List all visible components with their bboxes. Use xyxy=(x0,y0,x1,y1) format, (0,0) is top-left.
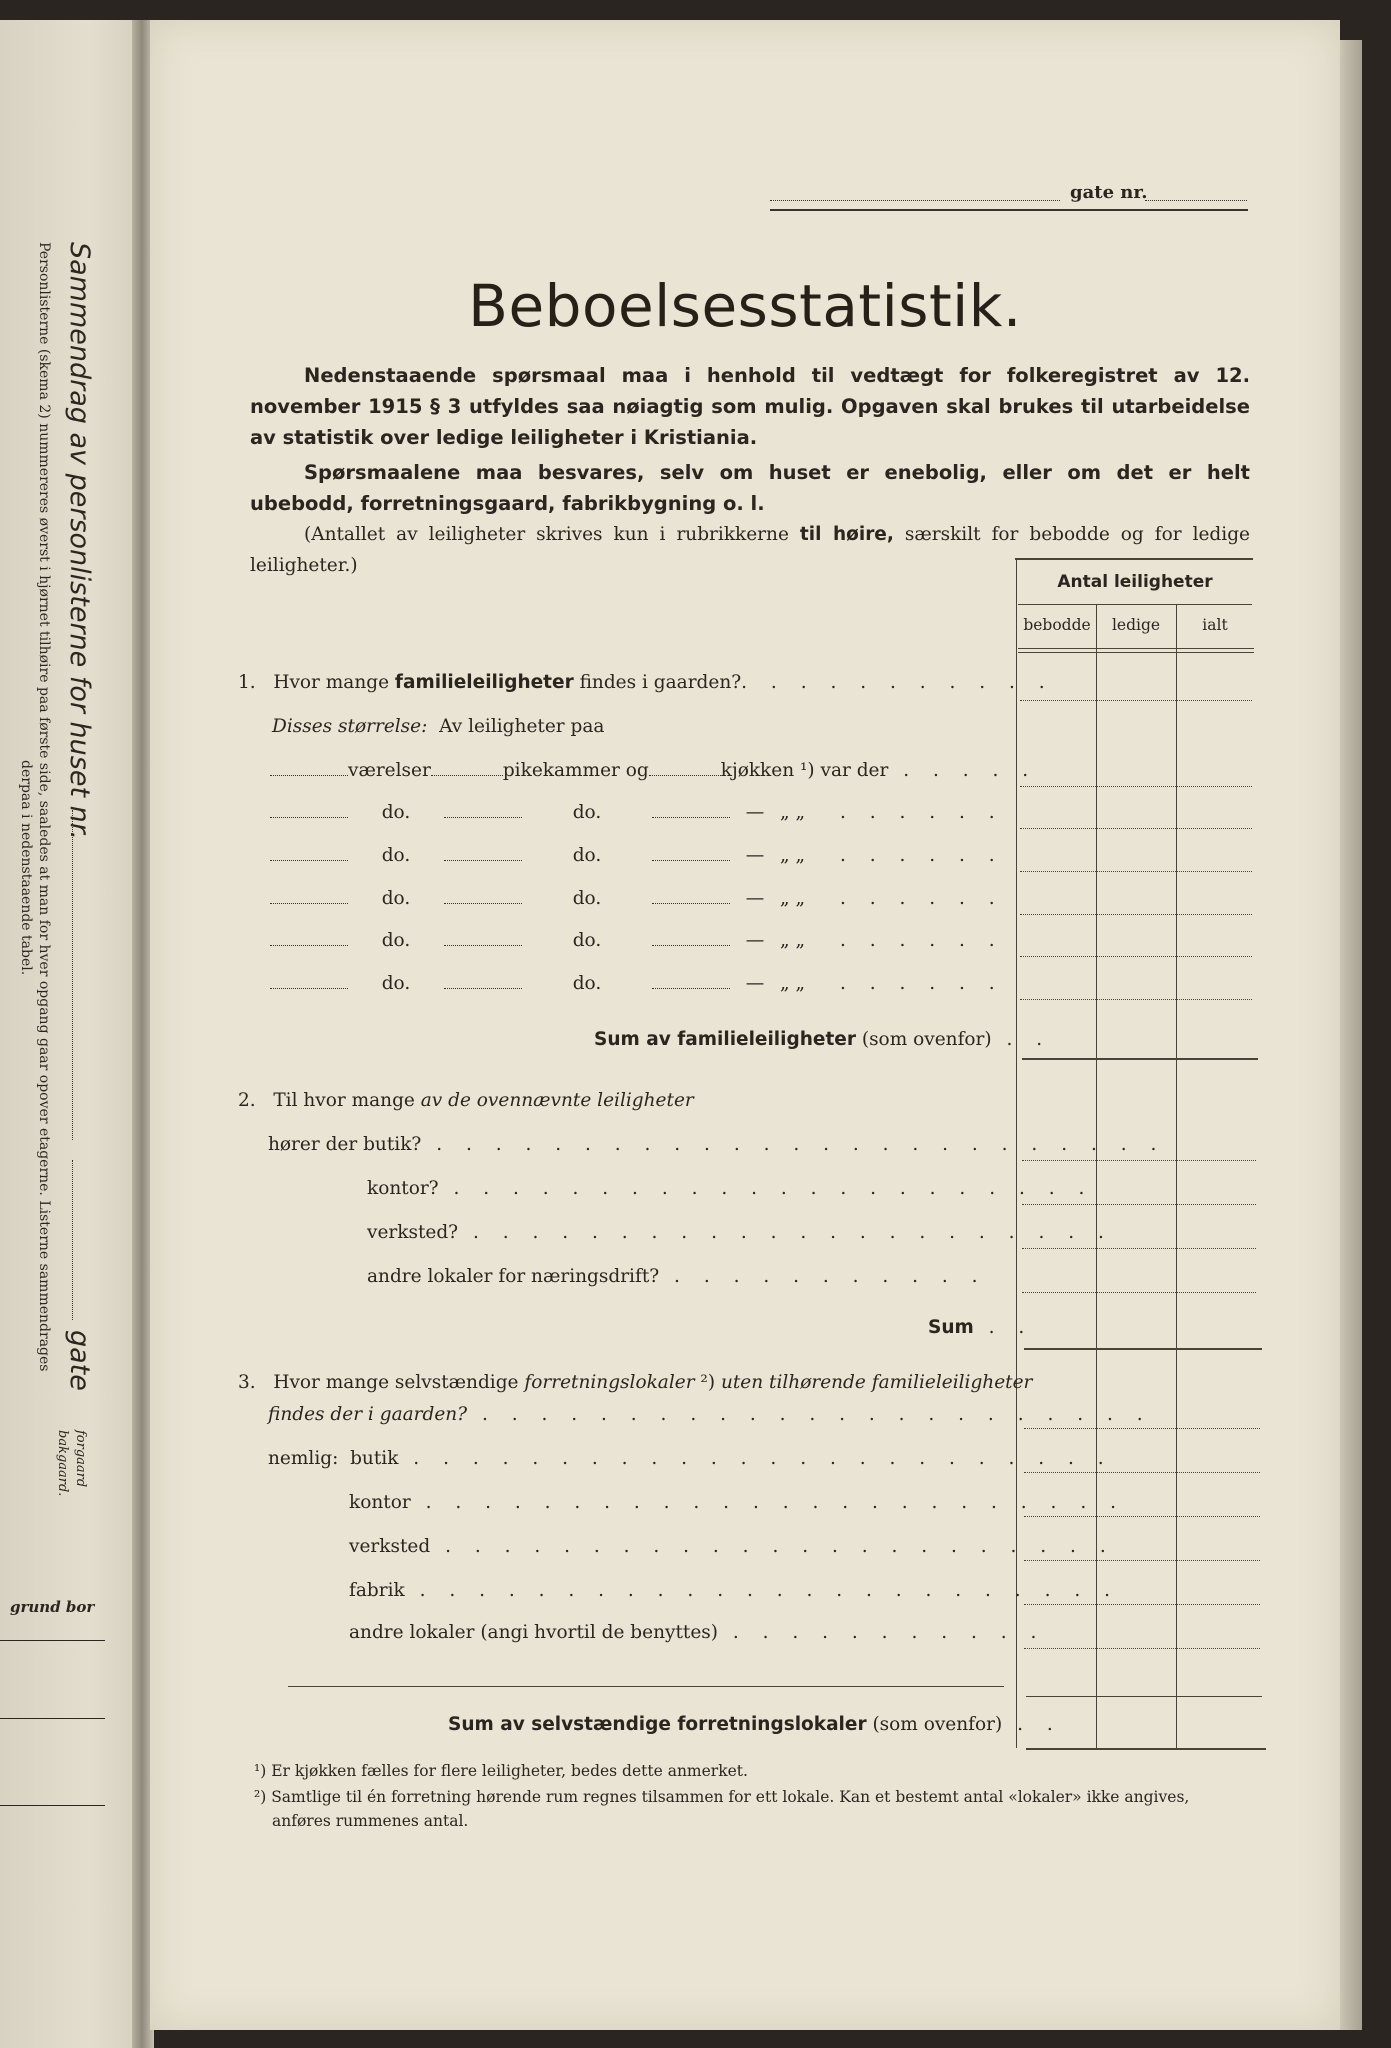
footnote-2: ²) Samtlige til én forretning hørende rum regnes tilsammen for ett lokale. Kan et bestemt antal «lokaler» ikke angives, xyxy=(254,1788,1190,1806)
section3-sum-note: (som ovenfor) xyxy=(866,1714,1003,1735)
left-forgaard: forgaard xyxy=(73,1430,88,1488)
section2-item-andre: andre lokaler for næringsdrift? . . . . . . . . . . . xyxy=(367,1266,987,1287)
col-header-bebodde: bebodde xyxy=(1023,616,1091,634)
table-bottom-rule xyxy=(1026,1748,1266,1750)
section3-item-kontor: kontor . . . . . . . . . . . . . . . . . . . . . . . . xyxy=(349,1492,1125,1513)
size-row-6-ditto: „ „ xyxy=(780,973,806,994)
section3-item-verksted-label: verksted xyxy=(349,1536,431,1557)
size-row-5-line xyxy=(1020,956,1252,957)
section3-number: 3. xyxy=(238,1372,256,1393)
section2-item-verksted-label: verksted? xyxy=(367,1222,459,1243)
size-row-3-line xyxy=(1020,871,1252,872)
table-subheader-rule xyxy=(1018,604,1252,605)
left-instruction-line1: Personlisterne (skema 2) nummereres øverst i hjørnet tilhøire paa første side, saaledes at man for hver opgang gaar opover etagerne. Listerne sammendrages xyxy=(36,242,52,1372)
section1-sum-note: (som ovenfor) xyxy=(855,1029,992,1050)
section2-sum-rule xyxy=(1024,1348,1262,1350)
col-divider-2 xyxy=(1176,604,1177,1748)
section3-item-fabrik: fabrik . . . . . . . . . . . . . . . . . . . . . . . . xyxy=(349,1580,1119,1601)
section2-row-4-line xyxy=(1022,1292,1256,1293)
size-row-3: do. do. — „ „ . . . . . . xyxy=(270,845,1004,866)
section2-row-3-line xyxy=(1022,1248,1256,1249)
size-row-5-do: do. xyxy=(381,930,411,951)
left-grund-bor: grund bor xyxy=(10,1598,95,1616)
section2-item-kontor: kontor? . . . . . . . . . . . . . . . . . . . . . . xyxy=(367,1178,1094,1199)
size-row-6-do: do. xyxy=(381,973,411,994)
section1-q-emphasis: familieleiligheter xyxy=(394,672,574,693)
header-bottom-rule-2 xyxy=(1018,652,1254,653)
col-divider-1 xyxy=(1096,604,1097,1748)
size-row-5-ditto: „ „ xyxy=(780,930,806,951)
intro-text xyxy=(250,360,1250,581)
left-bakgaard: bakgaard. xyxy=(55,1430,70,1497)
section3-pre-sum-rule xyxy=(1026,1696,1262,1697)
size-row-6-line xyxy=(1020,999,1252,1000)
section2-row-2-line xyxy=(1022,1204,1256,1205)
table-group-header: Antal leiligheter xyxy=(1057,572,1213,592)
section3-q-a: Hvor mange selvstændige xyxy=(273,1372,525,1393)
intro-note-c: særskilt for bebodde og for ledige leiligheter.) xyxy=(250,524,1250,576)
size-row-2-do: do. xyxy=(381,802,411,823)
section2-item-verksted: verksted? . . . . . . . . . . . . . . . . . . . . . . xyxy=(367,1222,1113,1243)
section3-item-andre: andre lokaler (angi hvortil de benyttes) . . . . . . . . . . . xyxy=(349,1622,1046,1643)
left-gate-label: gate xyxy=(64,1330,95,1391)
section1-sizes-label: Disses størrelse: xyxy=(272,716,428,737)
section1-sizes xyxy=(272,716,604,737)
col-header-ledige: ledige xyxy=(1111,616,1161,634)
left-page xyxy=(0,20,150,2048)
size-row-3-do: do. xyxy=(381,845,411,866)
section3-q-condition: uten tilhørende familieleiligheter xyxy=(720,1372,1033,1393)
section2-item-kontor-label: kontor? xyxy=(367,1178,439,1199)
left-gate-line xyxy=(72,1160,73,1320)
section2-number: 2. xyxy=(238,1090,256,1111)
size-row-2-ditto: „ „ xyxy=(780,802,806,823)
size-row-6-dash: — xyxy=(745,973,765,994)
intro-note-a: (Antallet av leiligheter skrives kun i rubrikkerne xyxy=(304,524,800,545)
section1-number: 1. xyxy=(238,672,256,693)
page-edge xyxy=(1340,40,1362,2030)
col-header-ialt: ialt xyxy=(1202,616,1228,634)
section2-item-butik: hører der butik? . . . . . . . . . . . . . . . . . . . . . . . . . xyxy=(268,1134,1166,1155)
header-bottom-rule-1 xyxy=(1018,648,1254,649)
section1-q-c: findes i gaarden? xyxy=(573,672,742,693)
section1-total-line xyxy=(1020,700,1252,701)
size-row-pikekammer: pikekammer og xyxy=(502,760,649,781)
section1-question: 1. Hvor mange familieleiligheter findes i gaarden?. . . . . . . . . . . xyxy=(238,672,1054,693)
section2-item-andre-label: andre lokaler for næringsdrift? xyxy=(367,1266,660,1287)
left-instruction-line2: derpaa i nedenstaaende tabel. xyxy=(18,760,34,976)
size-row-1-line xyxy=(1020,786,1252,787)
section2-q-emphasis: av de ovennævnte leiligheter xyxy=(420,1090,694,1111)
size-row-1: værelser pikekammer og kjøkken ¹) var der . . . . . xyxy=(270,760,1037,781)
section3-sum: Sum av selvstændige forretningslokaler (som ovenfor) . . xyxy=(448,1714,1062,1735)
intro-paragraph-1: Nedenstaaende spørsmaal maa i henhold til vedtægt for folkeregistret av 12. november 1915 § 3 utfyldes saa nøiagtig som mulig. Opgaven skal brukes til utarbeidelse av statistik over ledige leiligheter i Kristiania. xyxy=(250,364,1250,449)
section3-row-3-line xyxy=(1024,1560,1260,1561)
left-rule-2 xyxy=(0,1718,105,1719)
section2-q-a: Til hvor mange xyxy=(273,1090,421,1111)
section1-q-a: Hvor mange xyxy=(273,672,395,693)
section3-sum-label: Sum av selvstændige forretningslokaler xyxy=(448,1714,867,1735)
size-row-4-line xyxy=(1020,914,1252,915)
left-title-vertical: Sammendrag av personlisterne for huset nr. xyxy=(64,242,95,840)
section2-question xyxy=(238,1090,694,1111)
section3-item-andre-label: andre lokaler (angi hvortil de benyttes) xyxy=(349,1622,718,1643)
section3-row-4-line xyxy=(1024,1604,1260,1605)
size-row-4-do: do. xyxy=(381,888,411,909)
gate-name-line xyxy=(770,200,1060,201)
size-row-2-dash: — xyxy=(745,802,765,823)
header-rule xyxy=(770,209,1248,211)
intro-note-emphasis: til høire, xyxy=(799,524,894,545)
size-row-kjokken: kjøkken ¹) var der xyxy=(720,760,889,781)
section3-item-butik-label: butik xyxy=(350,1448,399,1469)
size-row-5-dash: — xyxy=(745,930,765,951)
left-number-line xyxy=(72,810,73,1140)
size-row-5: do. do. — „ „ . . . . . . xyxy=(270,930,1004,951)
size-row-4-do2: do. xyxy=(572,888,602,909)
section3-item-verksted: verksted . . . . . . . . . . . . . . . . . . . . . . . xyxy=(349,1536,1115,1557)
size-row-4-ditto: „ „ xyxy=(780,888,806,909)
size-row-2: do. do. — „ „ . . . . . . xyxy=(270,802,1004,823)
footnote-1: ¹) Er kjøkken fælles for flere leiligheter, bedes dette anmerket. xyxy=(254,1762,748,1780)
section3-q-emphasis: forretningslokaler xyxy=(524,1372,695,1393)
size-row-4: do. do. — „ „ . . . . . . xyxy=(270,888,1004,909)
left-rule-1 xyxy=(0,1640,105,1641)
size-row-5-do2: do. xyxy=(572,930,602,951)
section3-q-note: ²) xyxy=(694,1372,721,1393)
section3-row-1-line xyxy=(1024,1472,1260,1473)
section1-sum-label: Sum av familieleiligheter xyxy=(594,1029,856,1050)
section3-item-kontor-label: kontor xyxy=(349,1492,411,1513)
size-row-6-do2: do. xyxy=(572,973,602,994)
section3-nemlig: nemlig: xyxy=(268,1448,339,1469)
section3-question-line2: findes der i gaarden? . . . . . . . . . . . . . . . . . . . . . . . xyxy=(268,1404,1152,1425)
section1-sum-rule xyxy=(1022,1058,1258,1060)
size-row-3-do2: do. xyxy=(572,845,602,866)
size-row-2-do2: do. xyxy=(572,802,602,823)
intro-paragraph-2: Spørsmaalene maa besvares, selv om huset er enebolig, eller om det er helt ubebodd, forretningsgaard, fabrikbygning o. l. xyxy=(250,461,1250,515)
size-row-4-dash: — xyxy=(745,888,765,909)
section1-sizes-text: Av leiligheter paa xyxy=(439,716,605,737)
gate-nr-line xyxy=(1145,200,1247,201)
section3-row-2-line xyxy=(1024,1516,1260,1517)
section3-item-fabrik-label: fabrik xyxy=(349,1580,405,1601)
section2-row-1-line xyxy=(1022,1160,1256,1161)
section3-row-5-line xyxy=(1024,1648,1260,1649)
section2-sum-label: Sum xyxy=(928,1317,974,1338)
section2-item-butik-label: hører der butik? xyxy=(268,1134,422,1155)
size-row-6: do. do. — „ „ . . . . . . xyxy=(270,973,1004,994)
gate-nr-label: gate nr. xyxy=(1070,182,1148,203)
section2-sum: Sum . . xyxy=(928,1317,1034,1338)
size-row-2-line xyxy=(1020,828,1252,829)
section3-item-butik: nemlig: butik . . . . . . . . . . . . . . . . . . . . . . . . xyxy=(268,1448,1113,1469)
size-row-3-dash: — xyxy=(745,845,765,866)
page-title: Beboelsesstatistik. xyxy=(468,272,1022,340)
section3-question xyxy=(238,1372,1032,1393)
size-row-3-ditto: „ „ xyxy=(780,845,806,866)
section3-q-line2: findes der i gaarden? xyxy=(268,1404,468,1425)
footnote-2-cont: anføres rummenes antal. xyxy=(272,1812,469,1830)
table-top-rule xyxy=(1015,558,1253,560)
section3-total-line xyxy=(1024,1428,1260,1429)
section1-sum: Sum av familieleiligheter (som ovenfor) . . xyxy=(594,1029,1052,1050)
size-row-vaerelser: værelser xyxy=(348,760,431,781)
section3-write-in-line xyxy=(288,1686,1004,1687)
left-rule-3 xyxy=(0,1805,105,1806)
